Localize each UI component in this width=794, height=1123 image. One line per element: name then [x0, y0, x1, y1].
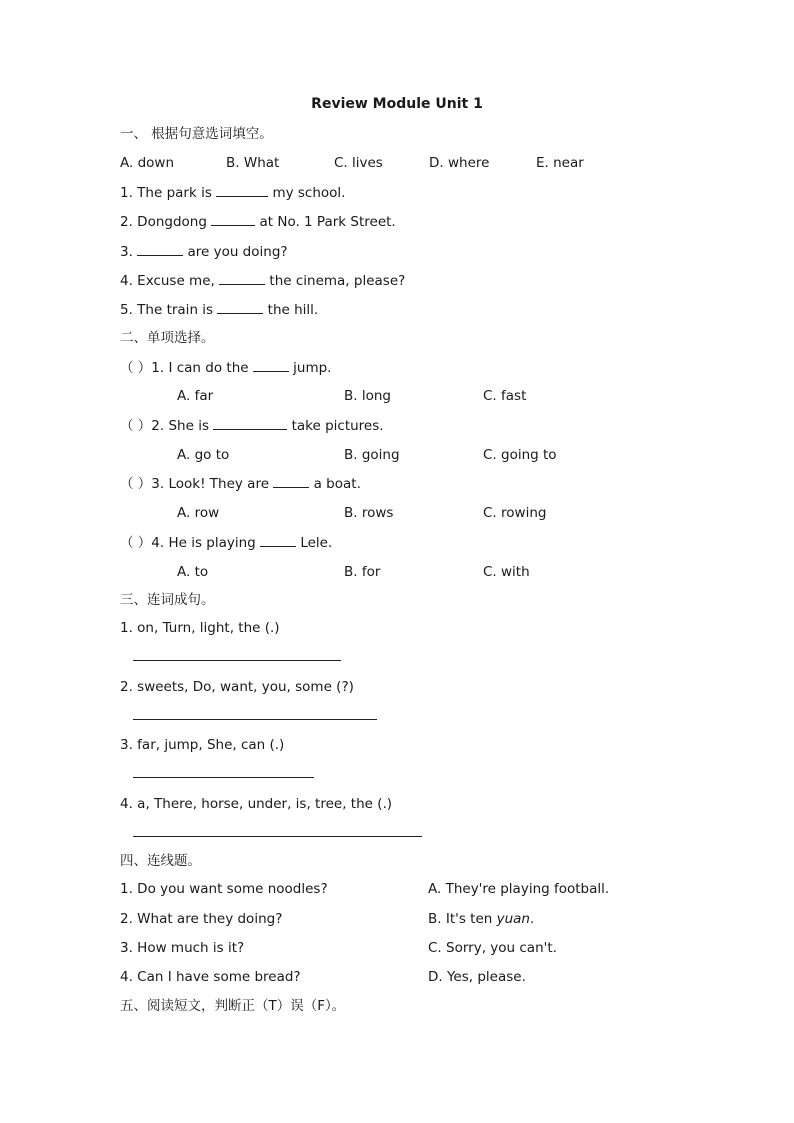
- section2-heading: 二、单项选择。: [120, 330, 215, 346]
- sec2-q1-after: jump.: [288, 360, 332, 376]
- section4-heading: 四、连线题。: [120, 853, 201, 869]
- sec4-right-d: D. Yes, please.: [428, 969, 526, 985]
- sec2-q1-option-c: C. fast: [483, 388, 527, 404]
- sec4-right-b-text: B. It's ten: [428, 911, 497, 927]
- sec1-item-5: [120, 300, 318, 319]
- sec2-q3-after: a boat.: [309, 476, 361, 492]
- sec2-question-2: [120, 416, 384, 435]
- section5-heading: 五、阅读短文，判断正（T）误（F）。: [120, 998, 346, 1014]
- sec1-item-4: [120, 271, 405, 290]
- sec1-option-c: C. lives: [334, 155, 383, 171]
- worksheet-title: Review Module Unit 1: [311, 96, 483, 112]
- sec3-item-3: 3. far, jump, She, can (.): [120, 737, 285, 753]
- sec4-left-2: 2. What are they doing?: [120, 911, 283, 927]
- sec2-q4-option-b: B. for: [344, 564, 381, 580]
- sec2-question-1: [120, 358, 331, 377]
- sec1-item-3: [120, 242, 288, 261]
- section1-heading: 一、 根据句意选词填空。: [120, 126, 273, 142]
- sec3-item-1: 1. on, Turn, light, the (.): [120, 620, 280, 636]
- answer-line[interactable]: [133, 719, 377, 720]
- answer-line[interactable]: [133, 660, 341, 661]
- sec1-item-1: [120, 183, 345, 202]
- sec2-q1-option-a: A. far: [177, 388, 214, 404]
- sec2-q1-before: 1. I can do the: [151, 360, 253, 376]
- sec1-item-4-before: 4. Excuse me,: [120, 273, 220, 289]
- sec2-q3-before: 3. Look! They are: [151, 476, 274, 492]
- answer-blank[interactable]: [213, 416, 287, 430]
- sec2-q4-after: Lele.: [296, 535, 333, 551]
- sec2-q2-option-c: C. going to: [483, 447, 557, 463]
- sec4-right-a: A. They're playing football.: [428, 881, 610, 897]
- answer-paren[interactable]: （ ）: [120, 535, 152, 551]
- sec2-q2-option-b: B. going: [344, 447, 400, 463]
- sec4-left-4: 4. Can I have some bread?: [120, 969, 301, 985]
- answer-blank[interactable]: [137, 242, 183, 256]
- section3-heading: 三、连词成句。: [120, 592, 215, 608]
- sec4-left-3: 3. How much is it?: [120, 940, 245, 956]
- sec1-item-3-after: are you doing?: [183, 244, 288, 260]
- sec2-q4-option-c: C. with: [483, 564, 530, 580]
- sec4-right-c: C. Sorry, you can't.: [428, 940, 557, 956]
- sec1-item-5-after: the hill.: [263, 302, 319, 318]
- answer-paren[interactable]: （ ）: [120, 418, 152, 434]
- sec2-q2-before: 2. She is: [151, 418, 214, 434]
- sec1-item-1-after: my school.: [268, 185, 346, 201]
- sec4-right-b-after: .: [529, 911, 535, 927]
- sec2-question-3: [120, 474, 361, 493]
- sec1-option-a: A. down: [120, 155, 175, 171]
- answer-paren[interactable]: （ ）: [120, 360, 152, 376]
- sec1-item-4-after: the cinema, please?: [265, 273, 406, 289]
- answer-blank[interactable]: [216, 183, 268, 197]
- answer-blank[interactable]: [217, 300, 263, 314]
- answer-blank[interactable]: [219, 271, 265, 285]
- sec1-item-5-before: 5. The train is: [120, 302, 218, 318]
- sec2-q2-option-a: A. go to: [177, 447, 230, 463]
- sec2-q3-option-c: C. rowing: [483, 505, 547, 521]
- sec1-option-e: E. near: [536, 155, 584, 171]
- sec4-right-b-italic: yuan: [496, 911, 530, 927]
- answer-blank[interactable]: [253, 358, 289, 372]
- sec2-q2-after: take pictures.: [287, 418, 384, 434]
- answer-blank[interactable]: [211, 212, 255, 226]
- answer-blank[interactable]: [273, 474, 309, 488]
- answer-blank[interactable]: [260, 533, 296, 547]
- sec1-option-d: D. where: [429, 155, 490, 171]
- sec2-q4-before: 4. He is playing: [151, 535, 261, 551]
- sec2-q4-option-a: A. to: [177, 564, 209, 580]
- sec4-left-1: 1. Do you want some noodles?: [120, 881, 328, 897]
- sec1-option-b: B. What: [226, 155, 280, 171]
- sec1-item-2-before: 2. Dongdong: [120, 214, 212, 230]
- answer-line[interactable]: [133, 777, 314, 778]
- sec4-right-b: [428, 910, 534, 928]
- answer-line[interactable]: [133, 836, 422, 837]
- sec2-q3-option-b: B. rows: [344, 505, 394, 521]
- sec3-item-4: 4. a, There, horse, under, is, tree, the (.): [120, 796, 393, 812]
- sec1-item-2: [120, 212, 396, 231]
- sec2-q3-option-a: A. row: [177, 505, 220, 521]
- sec2-q1-option-b: B. long: [344, 388, 391, 404]
- sec2-question-4: [120, 533, 332, 552]
- sec1-item-2-after: at No. 1 Park Street.: [255, 214, 396, 230]
- sec1-item-3-before: 3.: [120, 244, 138, 260]
- answer-paren[interactable]: （ ）: [120, 476, 152, 492]
- sec3-item-2: 2. sweets, Do, want, you, some (?): [120, 679, 354, 695]
- sec1-item-1-before: 1. The park is: [120, 185, 217, 201]
